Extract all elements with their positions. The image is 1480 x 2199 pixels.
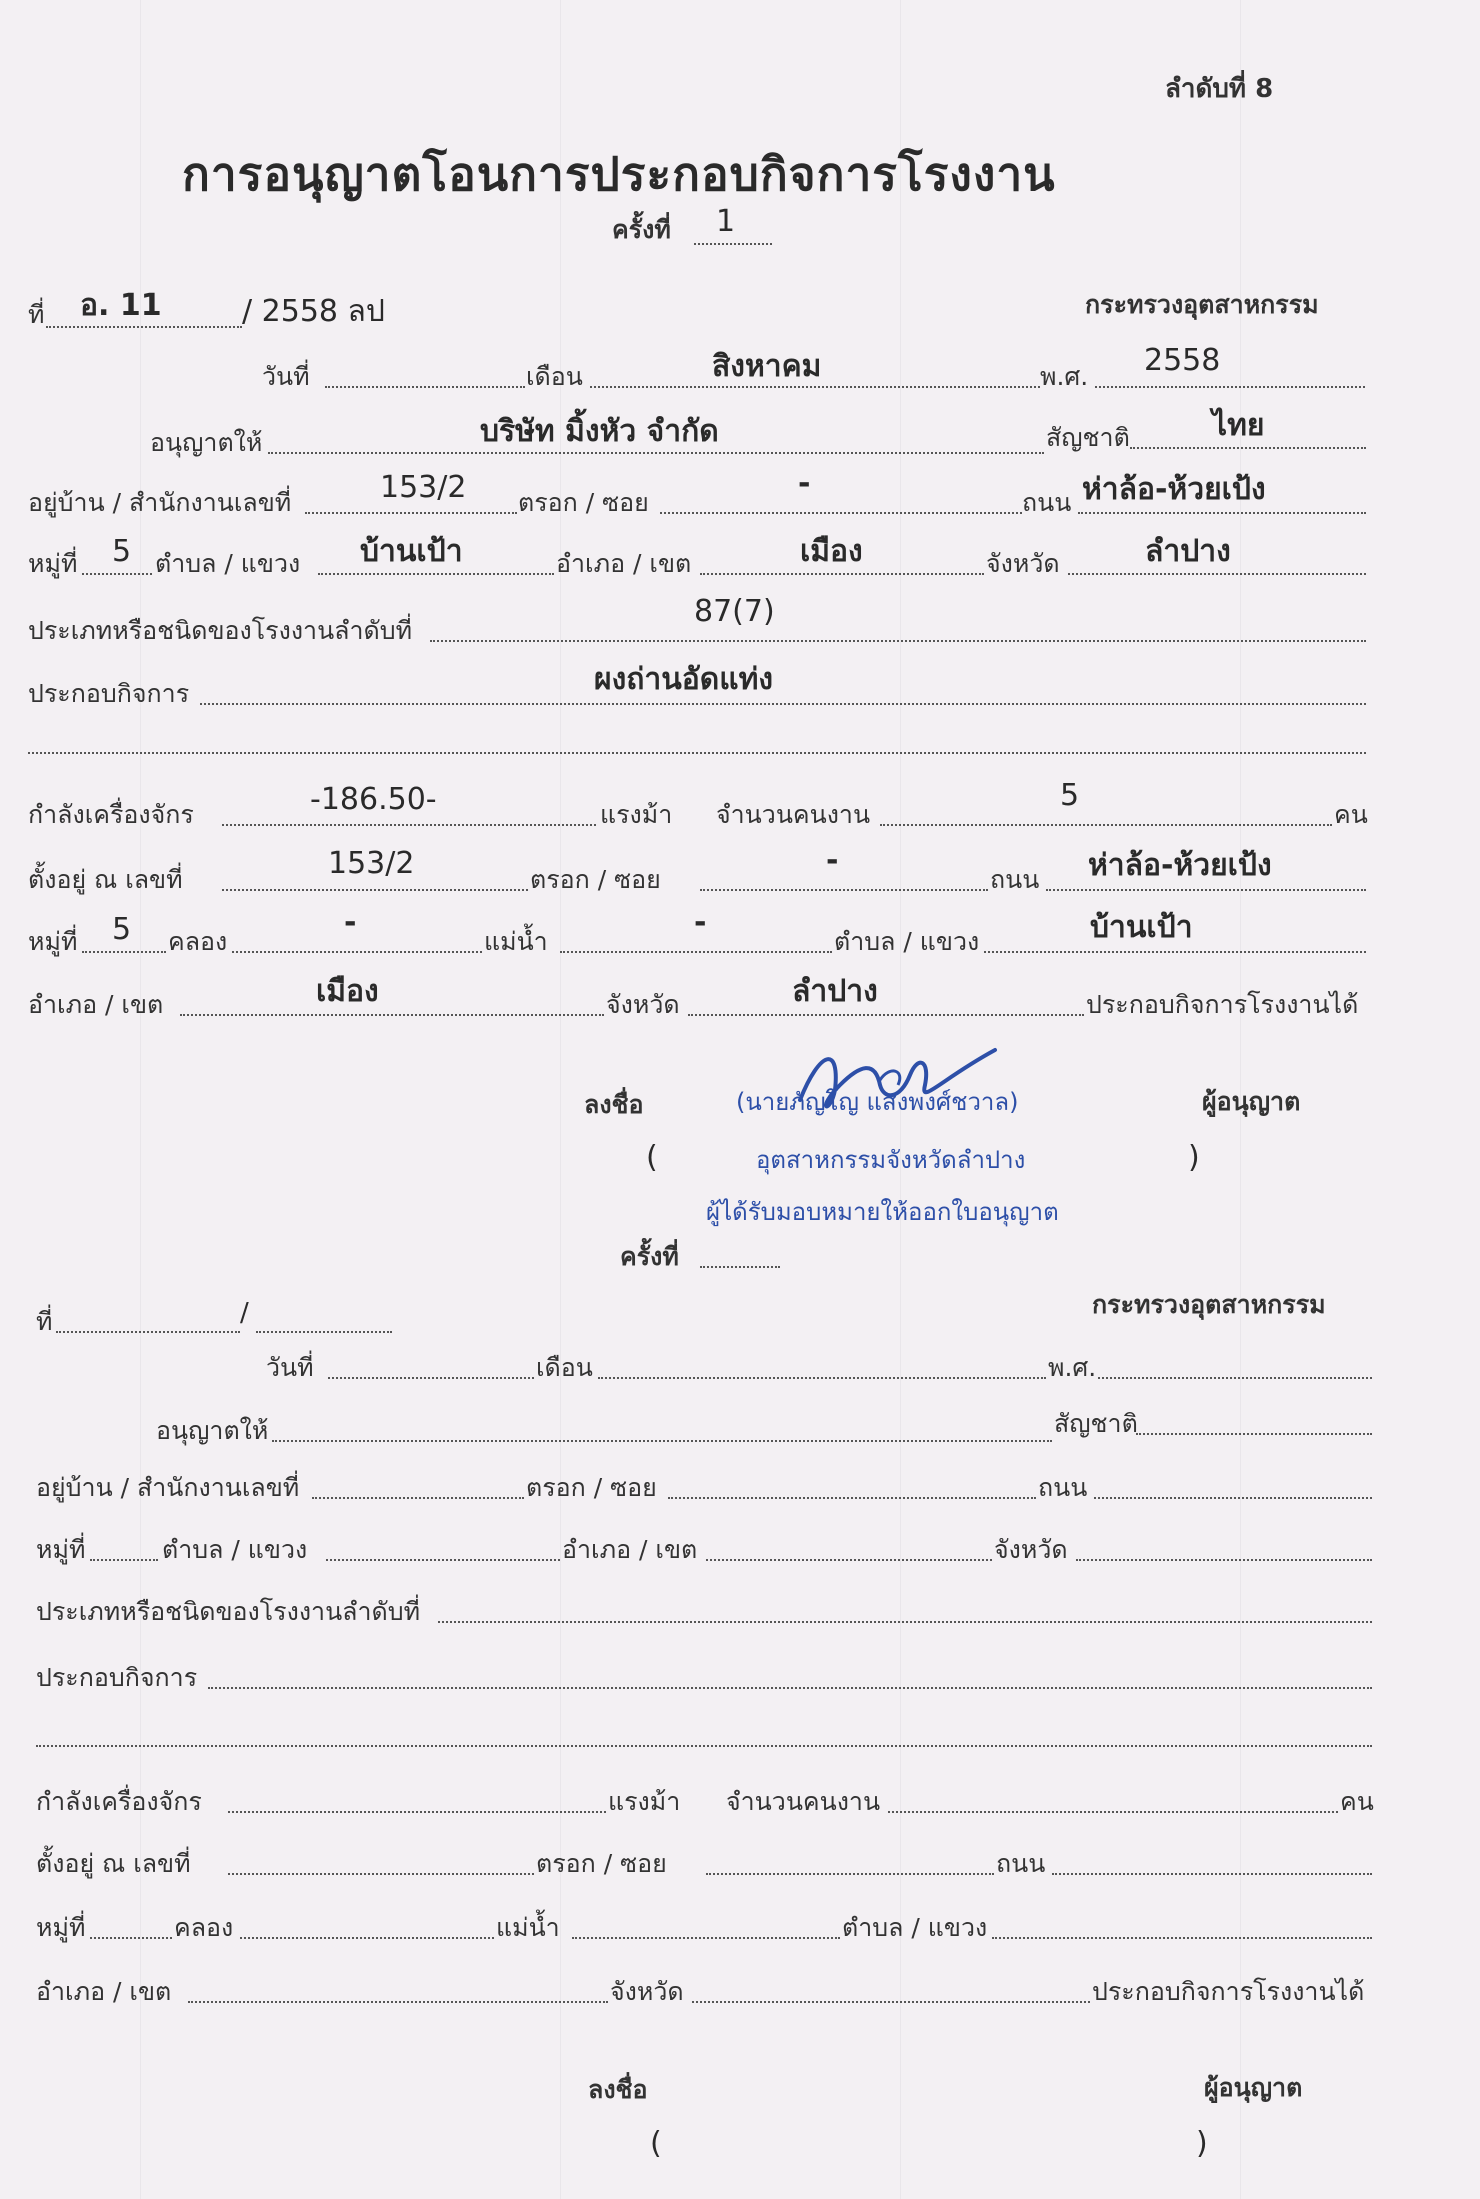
location-value: 153/2: [328, 846, 415, 881]
road-value: ห่าล้อ-ห้วยเป้ง: [1082, 472, 1266, 507]
river-label-2: แม่น้ำ: [496, 1913, 560, 1942]
alley-value: -: [798, 466, 811, 501]
power-label: กำลังเครื่องจักร: [28, 800, 194, 829]
business-label: ประกอบกิจการ: [28, 679, 190, 708]
sequence-number: ลำดับที่ 8: [1165, 74, 1274, 104]
location-alley-label: ตรอก / ซอย: [530, 865, 661, 894]
location-province-label: จังหวัด: [606, 990, 680, 1019]
persons-label: คน: [1334, 800, 1368, 829]
month-label: เดือน: [526, 362, 583, 391]
grantee-value: บริษัท มิ้งหัว จำกัด: [480, 414, 719, 449]
location-road-label: ถนน: [990, 865, 1040, 894]
ministry-label-2: กระทรวงอุตสาหกรรม: [1092, 1290, 1326, 1319]
grantee-label: อนุญาตให้: [150, 428, 263, 457]
province-label-2: จังหวัด: [994, 1535, 1068, 1564]
permit-no-year: / 2558 ลป: [242, 294, 385, 329]
location-road-label-2: ถนน: [996, 1849, 1046, 1878]
tambon-label: ตำบล / แขวง: [155, 549, 301, 578]
signer-title: อุตสาหกรรมจังหวัดลำปาง: [756, 1146, 1026, 1174]
location-moo-value: 5: [112, 912, 132, 947]
nationality-value: ไทย: [1212, 408, 1265, 443]
open-paren: (: [646, 1140, 658, 1175]
location-amphoe-label-2: อำเภอ / เขต: [36, 1977, 172, 2006]
tambon-value: บ้านเป้า: [360, 534, 463, 569]
location-road-value: ห่าล้อ-ห้วยเป้ง: [1088, 848, 1272, 883]
canal-value: -: [344, 905, 357, 940]
day-label-2: วันที่: [266, 1353, 314, 1382]
ministry-label: กระทรวงอุตสาหกรรม: [1085, 290, 1319, 319]
year-label-2: พ.ศ.: [1048, 1353, 1097, 1382]
authorizer-label: ผู้อนุญาต: [1202, 1087, 1301, 1116]
location-label-2: ตั้งอยู่ ณ เลขที่: [36, 1849, 191, 1878]
horsepower-label-2: แรงม้า: [608, 1787, 681, 1816]
location-province-value: ลำปาง: [792, 974, 878, 1009]
workers-label: จำนวนคนงาน: [716, 800, 871, 829]
round-label-2: ครั้งที่: [620, 1242, 679, 1271]
location-amphoe-label: อำเภอ / เขต: [28, 990, 164, 1019]
workers-value: 5: [1060, 778, 1080, 813]
operate-label: ประกอบกิจการโรงงานได้: [1086, 990, 1359, 1019]
close-paren: ): [1188, 1140, 1200, 1175]
year-value: 2558: [1144, 343, 1221, 378]
road-label: ถนน: [1022, 488, 1072, 517]
open-paren-2: (: [650, 2126, 662, 2161]
operate-label-2: ประกอบกิจการโรงงานได้: [1092, 1977, 1365, 2006]
road-label-2: ถนน: [1038, 1473, 1088, 1502]
factory-type-label: ประเภทหรือชนิดของโรงงานลำดับที่: [28, 616, 413, 645]
river-label: แม่น้ำ: [484, 927, 548, 956]
house-label: อยู่บ้าน / สำนักงานเลขที่: [28, 488, 292, 517]
tambon-label-2: ตำบล / แขวง: [162, 1535, 308, 1564]
river-value: -: [694, 905, 707, 940]
permit-no-label: ที่: [28, 300, 45, 329]
province-label: จังหวัด: [986, 549, 1060, 578]
permit-no-slash-2: /: [240, 1298, 249, 1328]
amphoe-value: เมือง: [800, 534, 863, 569]
house-value: 153/2: [380, 470, 467, 505]
location-tambon-label: ตำบล / แขวง: [834, 927, 980, 956]
workers-label-2: จำนวนคนงาน: [726, 1787, 881, 1816]
location-tambon-value: บ้านเป้า: [1090, 910, 1193, 945]
amphoe-label: อำเภอ / เขต: [556, 549, 692, 578]
location-alley-label-2: ตรอก / ซอย: [536, 1849, 667, 1878]
moo-value: 5: [112, 534, 132, 569]
nationality-label-2: สัญชาติ: [1054, 1409, 1138, 1438]
page-title: การอนุญาตโอนการประกอบกิจการโรงงาน: [182, 147, 1056, 201]
close-paren-2: ): [1196, 2126, 1208, 2161]
power-label-2: กำลังเครื่องจักร: [36, 1787, 202, 1816]
nationality-label: สัญชาติ: [1046, 423, 1130, 452]
round-value: 1: [716, 204, 736, 239]
power-value: -186.50-: [310, 782, 437, 817]
sign-label: ลงชื่อ: [584, 1090, 644, 1119]
alley-label-2: ตรอก / ซอย: [526, 1473, 657, 1502]
month-label-2: เดือน: [536, 1353, 593, 1382]
day-label: วันที่: [262, 362, 310, 391]
moo-label-2: หมู่ที่: [36, 1535, 86, 1564]
permit-no-value: อ. 11: [80, 288, 162, 323]
factory-type-label-2: ประเภทหรือชนิดของโรงงานลำดับที่: [36, 1597, 421, 1626]
month-value: สิงหาคม: [712, 349, 822, 384]
moo-label: หมู่ที่: [28, 549, 78, 578]
factory-type-value: 87(7): [694, 594, 775, 629]
authorizer-label-2: ผู้อนุญาต: [1204, 2073, 1303, 2102]
canal-label: คลอง: [168, 927, 228, 956]
persons-label-2: คน: [1340, 1787, 1374, 1816]
province-value: ลำปาง: [1145, 534, 1231, 569]
house-label-2: อยู่บ้าน / สำนักงานเลขที่: [36, 1473, 300, 1502]
location-tambon-label-2: ตำบล / แขวง: [842, 1913, 988, 1942]
signer-name: (นายภัญโญ แสงพงศ์ชวาล): [736, 1088, 1019, 1116]
location-label: ตั้งอยู่ ณ เลขที่: [28, 865, 183, 894]
permit-no-label-2: ที่: [36, 1307, 53, 1336]
location-moo-label: หมู่ที่: [28, 927, 78, 956]
grantee-label-2: อนุญาตให้: [156, 1416, 269, 1445]
round-label: ครั้งที่: [612, 215, 671, 244]
amphoe-label-2: อำเภอ / เขต: [562, 1535, 698, 1564]
business-label-2: ประกอบกิจการ: [36, 1663, 198, 1692]
location-alley-value: -: [826, 843, 839, 878]
signer-note: ผู้ได้รับมอบหมายให้ออกใบอนุญาต: [706, 1198, 1059, 1226]
sign-label-2: ลงชื่อ: [588, 2075, 648, 2104]
alley-label: ตรอก / ซอย: [518, 488, 649, 517]
location-moo-label-2: หมู่ที่: [36, 1913, 86, 1942]
business-value: ผงถ่านอัดแท่ง: [594, 662, 774, 697]
location-province-label-2: จังหวัด: [610, 1977, 684, 2006]
location-amphoe-value: เมือง: [316, 974, 379, 1009]
canal-label-2: คลอง: [174, 1913, 234, 1942]
horsepower-label: แรงม้า: [600, 800, 673, 829]
year-label: พ.ศ.: [1040, 362, 1089, 391]
